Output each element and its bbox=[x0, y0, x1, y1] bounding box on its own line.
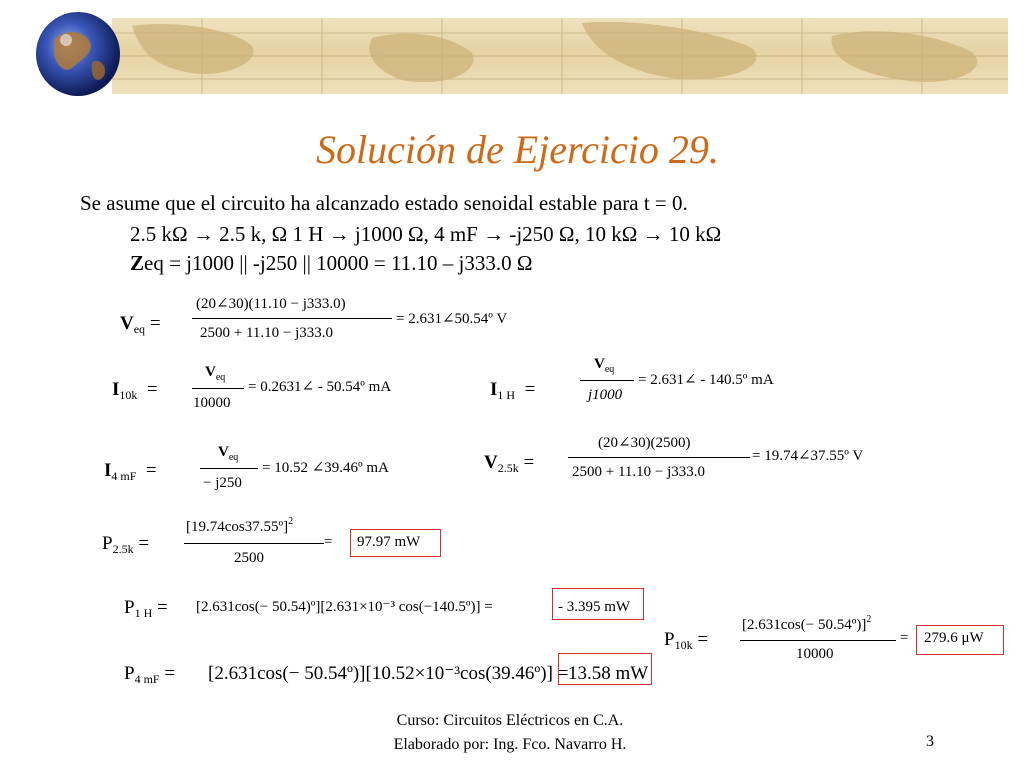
intro-line-3 bbox=[130, 253, 532, 274]
fraction-bar bbox=[192, 388, 244, 389]
p1h-label: $P_{1 H}$ = bbox=[124, 597, 168, 620]
i1h-label: $I_{1 H}$ = bbox=[490, 379, 536, 402]
p10k-equals: = bbox=[900, 630, 909, 646]
p4mf-result: 13.58 mW bbox=[568, 663, 649, 684]
i10k-numerator: $V_{eq}$ bbox=[205, 364, 226, 383]
v25k-denominator: 2500 + 11.10 − j333.0 bbox=[572, 464, 706, 480]
i4mf-denominator: − j250 bbox=[203, 475, 242, 491]
p25k-label: $P_{2.5k}$ = bbox=[102, 533, 150, 556]
i4mf-numerator: $V_{eq}$ bbox=[218, 444, 239, 463]
p25k-numerator: [19.74cos37.55º]$^2$ bbox=[186, 516, 294, 535]
globe-logo bbox=[34, 10, 122, 98]
i1h-denominator: j1000 bbox=[588, 387, 623, 403]
zeq-symbol: Z bbox=[130, 251, 145, 275]
p1h-result: - 3.395 mW bbox=[558, 599, 631, 615]
v25k-numerator: (20∠30)(2500) bbox=[598, 435, 691, 451]
veq-numerator: (20∠30)(11.10 − j333.0) bbox=[196, 296, 346, 312]
slide-title: Solución de Ejercicio 29. bbox=[316, 127, 719, 172]
footer bbox=[330, 709, 690, 757]
v25k-result: = 19.74∠37.55º V bbox=[752, 448, 864, 464]
p10k-denominator: 10000 bbox=[796, 646, 834, 662]
fraction-bar bbox=[740, 640, 896, 641]
i1h-numerator: $V_{eq}$ bbox=[594, 356, 615, 375]
p1h-expression: [2.631cos(− 50.54)º][2.631×10⁻³ cos(−140.5º)] = bbox=[196, 599, 493, 615]
p25k-denominator: 2500 bbox=[234, 550, 264, 566]
intro-line-1: Se asume que el circuito ha alcanzado estado senoidal estable para t = 0. bbox=[80, 191, 688, 215]
intro-line-2: 2.5 kΩ → 2.5 k, Ω 1 H → j1000 Ω, 4 mF → -j250 Ω, 10 kΩ → 10 kΩ bbox=[130, 222, 722, 246]
i10k-label: $I_{10k}$ = bbox=[112, 379, 158, 402]
i1h-result: = 2.631∠ - 140.5º mA bbox=[638, 372, 774, 388]
p4mf-expression: [2.631cos(− 50.54º)][10.52×10⁻³cos(39.46º)] = bbox=[208, 663, 569, 684]
fraction-bar bbox=[568, 457, 750, 458]
zeq-subscript: eq bbox=[144, 251, 164, 275]
fraction-bar bbox=[192, 318, 392, 319]
p10k-label: $P_{10k}$ = bbox=[664, 629, 709, 652]
i10k-result: = 0.2631∠ - 50.54º mA bbox=[248, 379, 392, 395]
i4mf-result: = 10.52 ∠39.46º mA bbox=[262, 460, 389, 476]
v25k-label: $V_{2.5k}$ = bbox=[484, 452, 535, 475]
fraction-bar bbox=[184, 543, 324, 544]
p4mf-label: $P_{4 mF}$ = bbox=[124, 663, 176, 686]
footer-author: Elaborado por: Ing. Fco. Navarro H. bbox=[393, 736, 627, 753]
map-banner bbox=[112, 18, 1008, 94]
p10k-numerator: [2.631cos(− 50.54º)]$^2$ bbox=[742, 614, 872, 633]
fraction-bar bbox=[580, 380, 634, 381]
fraction-bar bbox=[200, 468, 258, 469]
footer-course: Curso: Circuitos Eléctricos en C.A. bbox=[396, 712, 624, 729]
p10k-result: 279.6 μW bbox=[924, 630, 984, 646]
i10k-denominator: 10000 bbox=[193, 395, 231, 411]
veq-result: = 2.631∠50.54º V bbox=[396, 311, 508, 327]
p25k-result: 97.97 mW bbox=[357, 534, 421, 550]
veq-denominator: 2500 + 11.10 − j333.0 bbox=[200, 325, 334, 341]
zeq-expression: = j1000 || -j250 || 10000 = 11.10 – j333.0 Ω bbox=[163, 251, 533, 275]
page-number: 3 bbox=[926, 733, 934, 750]
veq-label: $V_{eq}$ = bbox=[120, 313, 161, 336]
i4mf-label: $I_{4 mF}$ = bbox=[104, 460, 157, 483]
p25k-equals: = bbox=[324, 534, 333, 550]
